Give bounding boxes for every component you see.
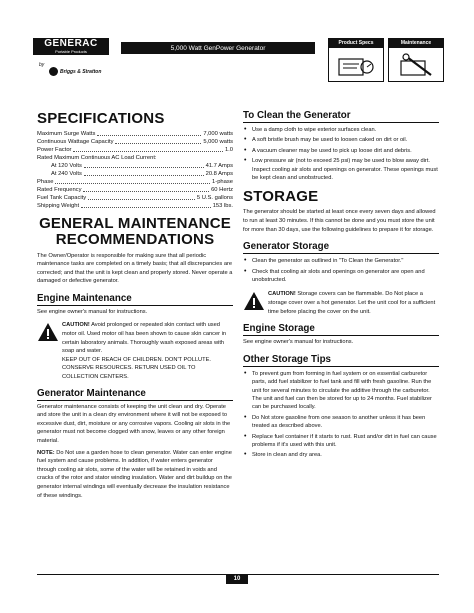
general-intro: The Owner/Operator is responsible for making sure that all periodic maintenance tasks are completed on a timely basis; that all discrepancies are corrected; and that the unit is kept clean and properly stored. Never operate a damaged or defective generator. [37, 252, 233, 285]
oil-caution [37, 321, 233, 381]
generator-storage-heading: Generator Storage [243, 241, 439, 254]
wrench-icon [397, 53, 435, 79]
spec-row: Continuous Wattage Capacity 5,000 watts [37, 139, 233, 145]
engine-maintenance-heading: Engine Maintenance [37, 293, 233, 306]
tab-product-specs[interactable]: Product Specs [328, 38, 384, 82]
engine-storage-heading: Engine Storage [243, 323, 439, 336]
rated-current-label: Rated Maximum Continuous AC Load Current: [37, 155, 157, 161]
generac-logo: GENERAC Portable Products [33, 38, 109, 55]
logo-mark-icon [49, 67, 58, 76]
clean-generator-heading: To Clean the Generator [243, 110, 439, 123]
list-item: • Use a damp cloth to wipe exterior surfaces clean. [243, 126, 439, 134]
tab-maintenance[interactable]: Maintenance [388, 38, 444, 82]
list-item: • Replace fuel container if it starts to rust. Rust and/or dirt in fuel can cause problems if it's used with this unit. [243, 433, 439, 450]
list-item: • Low pressure air (not to exceed 25 psi) may be used to blow away dirt. Inspect cooling air slots and openings on generator. These openings must be kept clean and unobstructed. [243, 157, 439, 182]
list-item: • A vacuum cleaner may be used to pick up loose dirt and debris. [243, 147, 439, 155]
spec-table [37, 130, 233, 210]
spec-row: Fuel Tank Capacity 5 U.S. gallons [37, 195, 233, 201]
page-header [33, 38, 447, 108]
right-column [243, 110, 439, 460]
storage-heading: STORAGE [243, 188, 319, 206]
list-item: • Do Not store gasoline from one season to another unless it has been treated as described above. [243, 414, 439, 431]
generator-maintenance-text: Generator maintenance consists of keeping the unit clean and dry. Operate and store the unit in a clean dry environment where it will not be exposed to excessive dust, dirt, moisture or any corrosive vapors. Cooling air slots in the generator must not become clogged with snow, leaves or any other foreign material. [37, 403, 231, 444]
list-item: • Clean the generator as outlined in "To Clean the Generator." [243, 257, 439, 265]
storage-tips-list [243, 370, 439, 460]
warning-triangle-icon [243, 291, 265, 311]
specifications-heading: SPECIFICATIONS [37, 110, 165, 127]
spec-row: Rated Frequency 60 Hertz [37, 187, 233, 193]
by-label: by [39, 62, 45, 68]
list-item: • A soft bristle brush may be used to loosen caked on dirt or oil. [243, 136, 439, 144]
engine-storage-text: See engine owner's manual for instructions. [243, 339, 354, 346]
generator-storage-list [243, 257, 439, 284]
spec-row: Shipping Weight 153 lbs. [37, 203, 233, 209]
briggs-stratton-logo: Briggs & Stratton [49, 67, 107, 76]
hose-note: NOTE: Do Not use a garden hose to clean generator. Water can enter engine fuel system and cause problems. In addition, if water enters generator through cooling air slots, some of the water will be retained in voids and cracks of the rotor and stator winding insulation. Water and dirt buildup on the generator internal windings will eventually decrease the insulation resistance of these windings. [37, 449, 232, 499]
general-maintenance-heading: GENERAL MAINTENANCE RECOMMENDATIONS [39, 215, 231, 248]
generator-maintenance-heading: Generator Maintenance [37, 388, 233, 401]
warning-triangle-icon [37, 322, 59, 342]
left-column [37, 110, 233, 500]
engine-maintenance-text: See engine owner's manual for instructions. [37, 308, 148, 315]
other-storage-tips-heading: Other Storage Tips [243, 354, 439, 367]
product-specs-illustration-icon [337, 53, 375, 79]
list-item: • Check that cooling air slots and openings on generator are open and unobstructed. [243, 268, 439, 285]
page-number: 10 [226, 574, 248, 584]
document-title: 5,000 Watt GenPower Generator [121, 42, 315, 54]
storage-cover-caution [243, 290, 439, 316]
spec-row: At 120 Volts 41.7 Amps [51, 163, 233, 169]
list-item: • To prevent gum from forming in fuel system or on essential carburetor parts, add fuel stabilizer to fuel tank and fill with fresh gasoline. Run the unit for several minutes to circulate the additive through the carburetor. The unit and fuel can then be stored for up to 24 months. Fuel stabilizer can be purchased locally. [243, 370, 439, 412]
spec-row: Power Factor 1.0 [37, 147, 233, 153]
clean-list [243, 126, 439, 182]
caution-text: CAUTION! Storage covers can be flammable. Do Not place a storage cover over a hot generator. Let the unit cool for a sufficient time before placing the cover on the unit. [268, 291, 436, 315]
spec-row: Phase 1-phase [37, 179, 233, 185]
caution-text: CAUTION! Avoid prolonged or repeated skin contact with used motor oil. Used motor oil has been shown to cause skin cancer in certain laboratory animals. Thoroughly wash exposed areas with soap and water. KEEP OUT OF REACH OF CHILDREN. DON'T POLLUTE. CONSERVE RESOURCES. RETURN USED OIL TO COLLECTION CENTERS. [62, 322, 227, 381]
list-item: • Store in clean and dry area. [243, 451, 439, 459]
storage-intro: The generator should be started at least once every seven days and allowed to run at least 30 minutes. If this cannot be done and you must store the unit for more than 30 days, use the following guidelines to prepare it for storage. [243, 209, 436, 233]
spec-row: Maximum Surge Watts 7,000 watts [37, 131, 233, 137]
spec-row: At 240 Volts 20.8 Amps [51, 171, 233, 177]
